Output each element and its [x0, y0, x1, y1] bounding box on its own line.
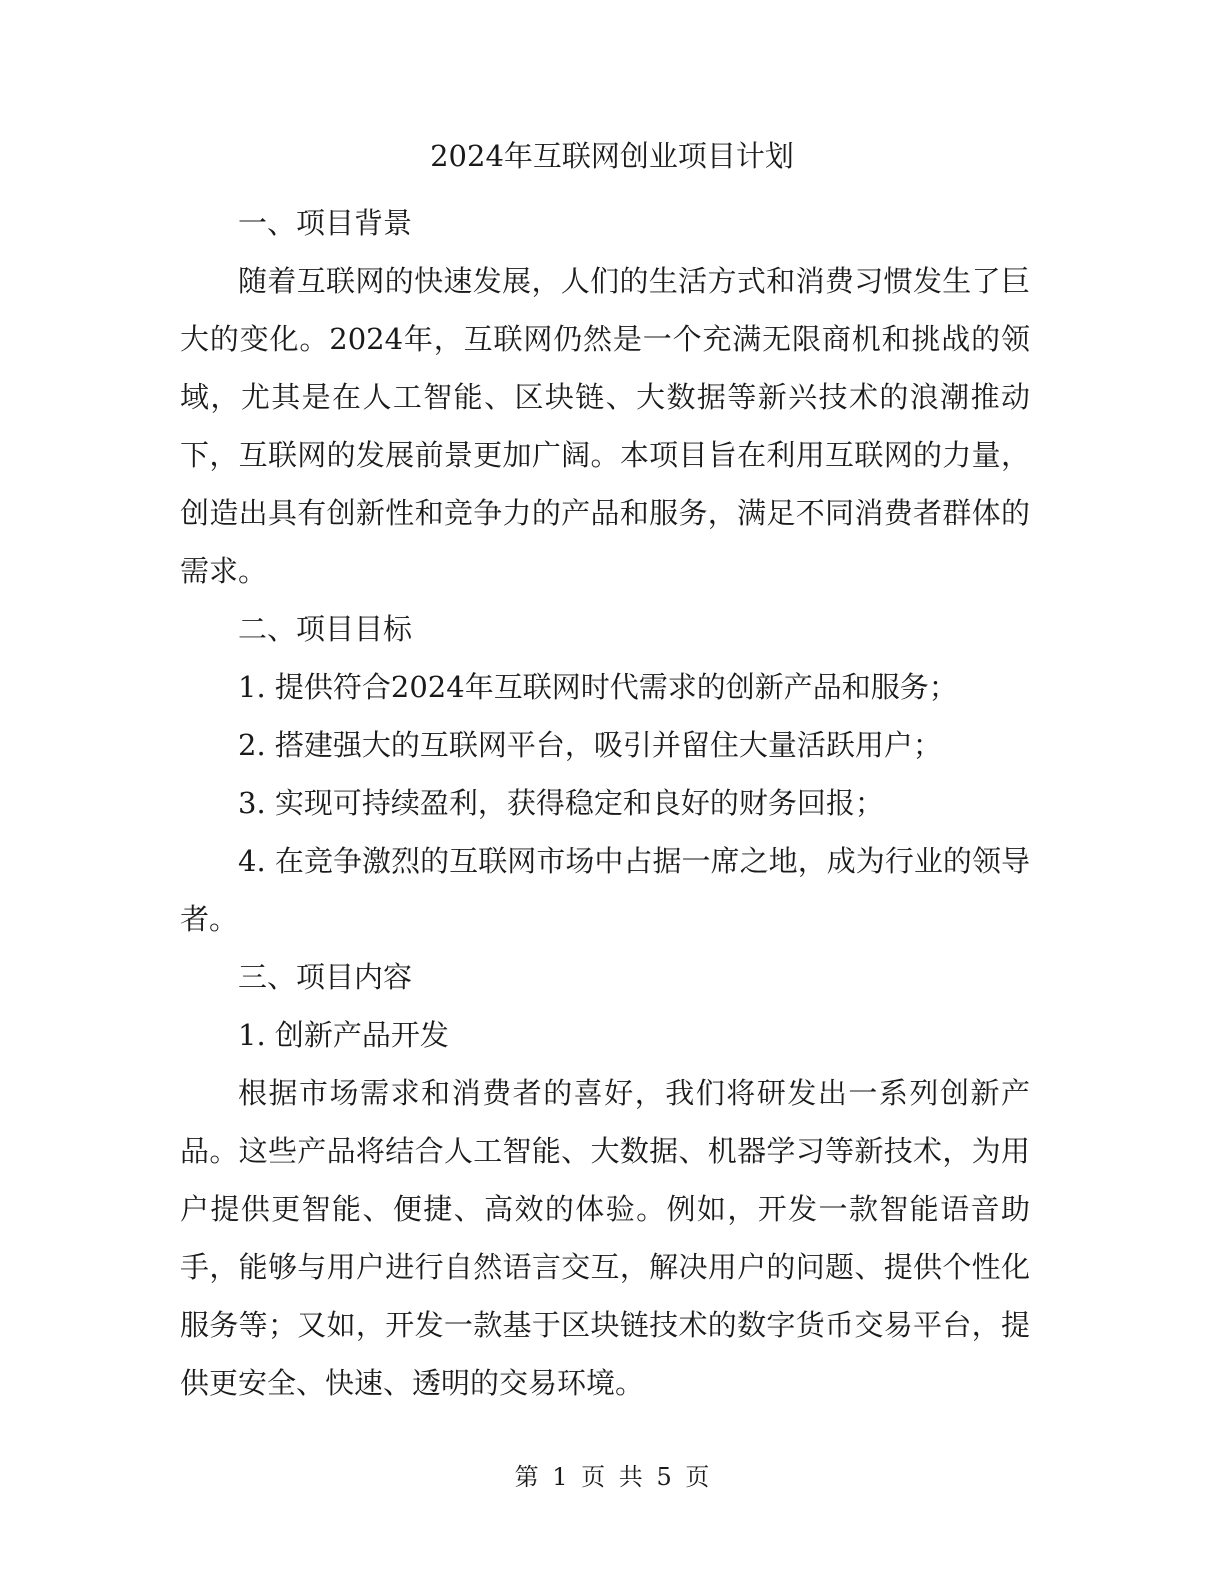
paragraph-background: 随着互联网的快速发展，人们的生活方式和消费习惯发生了巨大的变化。2024年，互联网仍然是一个充满无限商机和挑战的领域，尤其是在人工智能、区块链、大数据等新兴技术的浪潮推动下，互联网的发展前景更加广阔。本项目旨在利用互联网的力量，创造出具有创新性和竞争力的产品和服务，满足不同消费者群体的需求。: [180, 264, 1030, 588]
goal-item-2: 2. 搭建强大的互联网平台，吸引并留住大量活跃用户；: [238, 728, 942, 762]
document-title: 2024年互联网创业项目计划: [430, 139, 794, 173]
section-heading-background: 一、项目背景: [238, 206, 413, 240]
subheading-product-development: 1. 创新产品开发: [238, 1018, 449, 1052]
section-heading-content: 三、项目内容: [238, 960, 413, 994]
goal-item-1: 1. 提供符合2024年互联网时代需求的创新产品和服务；: [238, 670, 958, 704]
paragraph-product-development: 根据市场需求和消费者的喜好，我们将研发出一系列创新产品。这些产品将结合人工智能、大数据、机器学习等新技术，为用户提供更智能、便捷、高效的体验。例如，开发一款智能语音助手，能够与用户进行自然语言交互，解决用户的问题、提供个性化服务等；又如，开发一款基于区块链技术的数字货币交易平台，提供更安全、快速、透明的交易环境。: [180, 1076, 1030, 1400]
goal-item-3: 3. 实现可持续盈利，获得稳定和良好的财务回报；: [238, 786, 884, 820]
document-body: [180, 194, 1030, 1412]
section-heading-goals: 二、项目目标: [238, 612, 413, 646]
page-footer: 第 1 页 共 5 页: [514, 1463, 710, 1491]
goal-item-4: 4. 在竞争激烈的互联网市场中占据一席之地，成为行业的领导者。: [180, 844, 1030, 936]
